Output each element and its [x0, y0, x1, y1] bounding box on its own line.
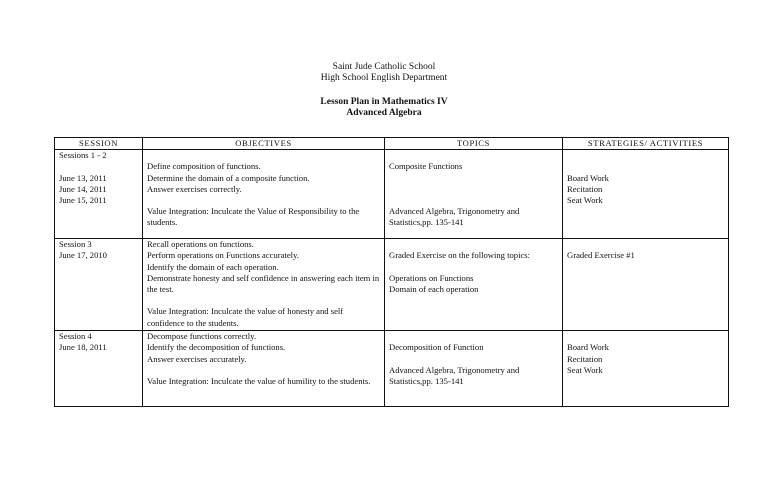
- strategy-line: Recitation: [567, 183, 603, 194]
- objective-line: Perform operations on Functions accurately.: [147, 250, 299, 261]
- reference-text: Advanced Algebra, Trigonometry and Statistics,pp. 135-141: [389, 206, 520, 228]
- objective-line: Recall operations on functions.: [147, 239, 254, 250]
- topics-cell: [385, 239, 563, 331]
- session-cell: [55, 150, 143, 239]
- blank-line: [389, 239, 558, 250]
- objective-line: Answer exercises correctly.: [147, 183, 242, 194]
- document-title: Lesson Plan in Mathematics IV: [320, 97, 448, 107]
- column-header-topics: TOPICS: [385, 138, 563, 150]
- objective-line: Determine the domain of a composite function.: [147, 172, 310, 183]
- topics-cell: [385, 331, 563, 407]
- blank-line: [567, 150, 724, 161]
- session-line: Sessions 1 - 2: [59, 150, 107, 161]
- blank-line: [567, 161, 724, 172]
- column-header-session: SESSION: [55, 138, 143, 150]
- session-line: June 17, 2010: [59, 250, 107, 261]
- topic-line: Operations on Functions: [389, 272, 474, 283]
- blank-line: [389, 173, 558, 184]
- blank-line: [147, 365, 380, 376]
- strategies-cell: [563, 150, 729, 239]
- blank-line: [389, 150, 558, 161]
- objective-line: Identify the decomposition of functions.: [147, 342, 286, 353]
- strategy-line: Seat Work: [567, 194, 603, 205]
- strategies-cell: [563, 331, 729, 407]
- objective-line: Decompose functions correctly.: [147, 331, 256, 342]
- session-cell: [55, 331, 143, 407]
- session-line: June 15, 2011: [59, 195, 107, 205]
- topic-line: Composite Functions: [389, 161, 463, 172]
- table-row: [55, 331, 729, 407]
- objective-line: Answer exercises accurately.: [147, 353, 247, 364]
- value-integration-text: Value Integration: Inculcate the value of honesty and self confidence to the students.: [147, 306, 344, 328]
- table-row: [55, 239, 729, 331]
- topic-line: Graded Exercise on the following topics:: [389, 250, 531, 261]
- session-line: Session 3: [59, 239, 92, 250]
- objective-line: Define composition of functions.: [147, 161, 261, 172]
- topics-cell: [385, 150, 563, 239]
- session-line: Session 4: [59, 331, 92, 342]
- strategy-line: Recitation: [567, 353, 603, 364]
- objective-line: Identify the domain of each operation.: [147, 261, 279, 272]
- value-integration-text: Value Integration: Inculcate the value of humility to the students.: [147, 376, 371, 386]
- session-cell: [55, 239, 143, 331]
- table-header-row: [55, 138, 729, 150]
- blank-line: [389, 331, 558, 342]
- session-line: June 13, 2011: [59, 172, 107, 183]
- strategies-cell: [563, 239, 729, 331]
- session-line: June 14, 2011: [59, 183, 107, 194]
- value-integration-text: Value Integration: Inculcate the Value of Responsibility to the students.: [147, 206, 360, 228]
- objectives-cell: [143, 331, 385, 407]
- blank-line: [389, 354, 558, 365]
- column-header-objectives: OBJECTIVES: [143, 138, 385, 150]
- blank-line: [389, 195, 558, 206]
- objectives-cell: [143, 239, 385, 331]
- blank-line: [567, 239, 724, 250]
- reference-text: Advanced Algebra, Trigonometry and Statistics,pp. 135-141: [389, 364, 520, 386]
- column-header-strategies: STRATEGIES/ ACTIVITIES: [563, 138, 729, 150]
- blank-line: [147, 150, 380, 161]
- table-row: [55, 150, 729, 239]
- strategy-line: Graded Exercise #1: [567, 250, 635, 261]
- session-line: June 18, 2011: [59, 342, 107, 353]
- blank-line: [147, 195, 380, 206]
- blank-line: [59, 161, 138, 172]
- objectives-cell: [143, 150, 385, 239]
- topic-line: Domain of each operation: [389, 283, 479, 294]
- strategy-line: Board Work: [567, 172, 609, 183]
- objective-line: Demonstrate honesty and self confidence in answering each item in the test.: [147, 272, 380, 295]
- blank-line: [147, 295, 380, 306]
- school-name: Saint Jude Catholic School: [332, 62, 436, 72]
- strategy-line: Board Work: [567, 342, 609, 353]
- blank-line: [567, 331, 724, 342]
- blank-line: [389, 262, 558, 273]
- blank-line: [389, 184, 558, 195]
- topic-line: Decomposition of Function: [389, 342, 484, 353]
- document-subtitle: Advanced Algebra: [346, 108, 422, 118]
- strategy-line: Seat Work: [567, 364, 603, 375]
- lesson-plan-table: [54, 137, 729, 407]
- department-name: High School English Department: [320, 73, 448, 83]
